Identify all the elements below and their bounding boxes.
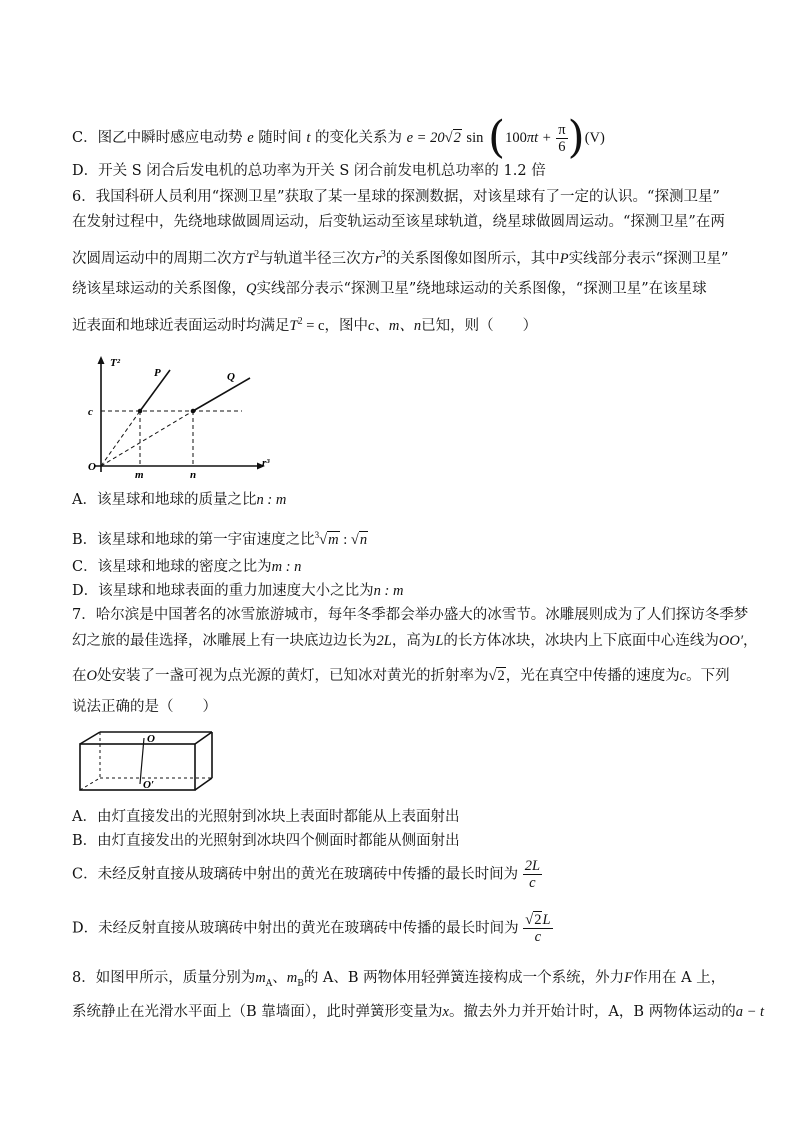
- var-cmn: c、m、n: [367, 317, 422, 334]
- block-edge: [195, 732, 212, 744]
- option-math: n : m: [373, 583, 404, 599]
- option-math: n : m: [256, 492, 287, 508]
- question7-option-b: B．由灯直接发出的光照射到冰块四个侧面时都能从侧面射出: [72, 833, 460, 849]
- fraction-2l-over-c: [523, 858, 542, 891]
- var-x: x: [442, 1004, 449, 1020]
- formula-e: e = 20: [406, 130, 445, 146]
- question7-option-a: A．由灯直接发出的光照射到冰块上表面时都能从上表面射出: [72, 809, 460, 825]
- q7-text: 幻之旅的最佳选择，冰雕展上有一块底边边长为: [72, 633, 377, 649]
- var-2L: 2L: [376, 633, 392, 649]
- var-F: F: [624, 970, 634, 986]
- question6-option-a: [72, 489, 286, 511]
- label-m: m: [135, 469, 144, 480]
- solid-line-q: [193, 378, 250, 411]
- question7-line3: 在O处安装了一盏可视为点光源的黄灯，已知冰对黄光的折射率为√2，光在真空中传播的速度为c。下列: [72, 668, 730, 684]
- sup-2: 2: [254, 249, 260, 260]
- question6-line5: [72, 311, 537, 337]
- var-n: n: [359, 531, 368, 548]
- q7-text: 处安装了一盏可视为点光源的黄灯，已知冰对黄光的折射率为: [96, 668, 489, 684]
- question5-option-c: C．图乙中瞬时感应电动势 e 随时间 t 的变化关系为 e = 20√2 sin (100πt + $\frac{\pi}{6}$ )(V): [72, 112, 605, 163]
- question6-line3: [72, 244, 728, 270]
- label-q: Q: [227, 371, 235, 383]
- option-text: A．该星球和地球的质量之比: [72, 492, 257, 508]
- sup-2: 2: [297, 316, 303, 327]
- label-c: c: [88, 406, 93, 418]
- var-O: O: [86, 668, 97, 684]
- frac-num: π: [558, 121, 566, 138]
- q6-text: 实线部分表示“探测卫星”绕地球运动的关系图像，“探测卫星”在该星球: [256, 281, 707, 297]
- q7-text: ，光在真空中传播的速度为: [505, 668, 680, 684]
- label-p: P: [154, 367, 161, 379]
- dashed-line-oq: [101, 411, 193, 466]
- var-mB: m: [286, 970, 298, 986]
- block-front-face: [80, 744, 195, 790]
- frac-num: 2L: [524, 858, 541, 874]
- question6-option-c: [72, 556, 301, 578]
- question8-line1: [72, 967, 725, 995]
- q6-text: 实线部分表示“探测卫星”: [568, 250, 729, 267]
- block-edge: [195, 778, 212, 790]
- var-OO: OO′: [718, 633, 744, 649]
- q6-text: 近表面和地球近表面运动时均满足: [72, 317, 290, 334]
- question5-option-d: D．开关 S 闭合后发电机的总功率为开关 S 闭合前发电机总功率的 1.2 倍: [72, 163, 546, 179]
- option-text: D．未经反射直接从玻璃砖中射出的黄光在玻璃砖中传播的最长时间为: [72, 920, 519, 937]
- label-n: n: [190, 469, 197, 480]
- frac-den: 6: [558, 138, 566, 155]
- colon: :: [339, 531, 351, 548]
- formula-pit: πt +: [526, 130, 552, 146]
- question6-line1: 6．我国科研人员利用“探测卫星”获取了某一星球的探测数据，对该星球有了一定的认识。“探测卫星”: [72, 189, 720, 205]
- q8-text: 作用在 A 上，: [633, 970, 726, 986]
- frac-L: L: [542, 912, 551, 928]
- question7-option-d: [72, 912, 553, 945]
- label-o: O: [147, 733, 155, 745]
- var-e: e: [247, 130, 254, 146]
- var-L: L: [435, 633, 444, 649]
- q6-text: ，图中: [324, 317, 368, 334]
- q6-text: 与轨道半径三次方: [259, 250, 376, 267]
- point-q: [191, 409, 196, 414]
- y-axis-label: T²: [110, 357, 121, 369]
- figure-ice-block: [74, 728, 219, 796]
- q6-text: 的关系图像如图所示，其中: [385, 250, 560, 267]
- origin-label: O: [88, 461, 96, 473]
- formula-unit: (V): [584, 130, 605, 146]
- var-t: t: [306, 130, 311, 146]
- fraction-sqrt2l-over-c: $\frac{√2L}{c}$: [525, 912, 551, 945]
- q8-text: 的 A、B 两物体用轻弹簧连接构成一个系统，外力: [303, 970, 625, 986]
- var-r: r: [375, 250, 381, 267]
- var-Q: Q: [246, 281, 257, 297]
- question8-line2: [72, 1001, 764, 1023]
- option-c-text-3: 的变化关系为: [315, 130, 402, 146]
- q7-text: ，高为: [391, 633, 436, 649]
- dashed-line-op: [101, 411, 140, 466]
- eq-c: = c: [302, 317, 325, 334]
- var-a-t: a − t: [735, 1004, 765, 1020]
- block-hidden-edge: [80, 778, 100, 790]
- question6-option-b: B．该星球和地球的第一宇宙速度之比$^3$√m : √n: [72, 530, 368, 548]
- question7-line1: 7．哈尔滨是中国著名的冰雪旅游城市，每年冬季都会举办盛大的冰雪节。冰雕展则成为了人们探访冬季梦: [72, 607, 749, 623]
- q6-text: 已知，则（ ）: [421, 317, 538, 334]
- formula-100: 100: [505, 130, 527, 146]
- q8-text: 8．如图甲所示，质量分别为: [72, 970, 256, 986]
- right-paren: ): [567, 112, 585, 163]
- var-mA: m: [255, 970, 266, 986]
- option-text: B．该星球和地球的第一宇宙速度之比: [72, 531, 315, 548]
- option-text: C．该星球和地球的密度之比为: [72, 559, 272, 575]
- frac-den: c: [529, 875, 536, 891]
- option-text: C．未经反射直接从玻璃砖中射出的黄光在玻璃砖中传播的最长时间为: [72, 866, 519, 883]
- question6-line4: [72, 278, 707, 300]
- q6-text: 次圆周运动中的周期二次方: [72, 250, 246, 267]
- frac-den: c: [534, 929, 542, 945]
- formula-pi-over-6: [556, 122, 567, 155]
- var-c: c: [679, 668, 687, 684]
- label-o-prime: O′: [143, 779, 155, 791]
- y-axis-arrow: [98, 356, 105, 364]
- q7-text: 。下列: [686, 668, 730, 684]
- sub-B: B: [297, 978, 304, 989]
- question7-line4: 说法正确的是（ ）: [72, 699, 217, 715]
- var-P: P: [559, 250, 569, 267]
- point-p: [138, 409, 143, 414]
- option-c-text: C．图乙中瞬时感应电动势: [72, 130, 243, 146]
- q8-text: 。撤去外力并开始计时，A，B 两物体运动的: [448, 1004, 736, 1020]
- q8-text: 系统静止在光滑水平面上（B 靠墙面），此时弹簧形变量为: [72, 1004, 443, 1020]
- option-c-text-2: 随时间: [258, 130, 302, 146]
- frac-sqrt2: 2: [534, 912, 542, 928]
- center-line-oo: [140, 738, 144, 784]
- figure-t2-r3-graph: [82, 350, 282, 480]
- q6-text: 绕该星球运动的关系图像，: [72, 281, 246, 297]
- sqrt2: 2: [497, 668, 505, 684]
- option-text: D．该星球和地球表面的重力加速度大小之比为: [72, 583, 374, 599]
- formula-sqrt2: 2: [453, 130, 461, 146]
- x-axis-label: r³: [262, 457, 270, 469]
- var-T: T: [246, 250, 255, 267]
- option-math: m : n: [271, 559, 302, 575]
- question6-line2: 在发射过程中，先绕地球做圆周运动，后变轨运动至该星球轨道，绕星球做圆周运动。“探测卫星”在两: [72, 214, 725, 230]
- block-edge: [80, 732, 100, 744]
- sup-3: 3: [380, 249, 386, 260]
- left-paren: (: [487, 112, 506, 163]
- q7-text: 的长方体冰块，冰块内上下底面中心连线为: [443, 633, 719, 649]
- question7-line2: 幻之旅的最佳选择，冰雕展上有一块底边边长为2L，高为L的长方体冰块，冰块内上下底面中心连线为OO′，: [72, 633, 758, 649]
- var-m: m: [328, 531, 339, 548]
- cbrt-index: 3: [314, 530, 320, 540]
- sub-A: A: [265, 978, 273, 989]
- q7-text: 在: [72, 668, 87, 684]
- separator: 、: [272, 970, 287, 986]
- formula-sin: sin: [466, 130, 484, 146]
- question6-option-d: [72, 580, 403, 602]
- var-T: T: [289, 317, 298, 334]
- question7-option-c: [72, 858, 542, 891]
